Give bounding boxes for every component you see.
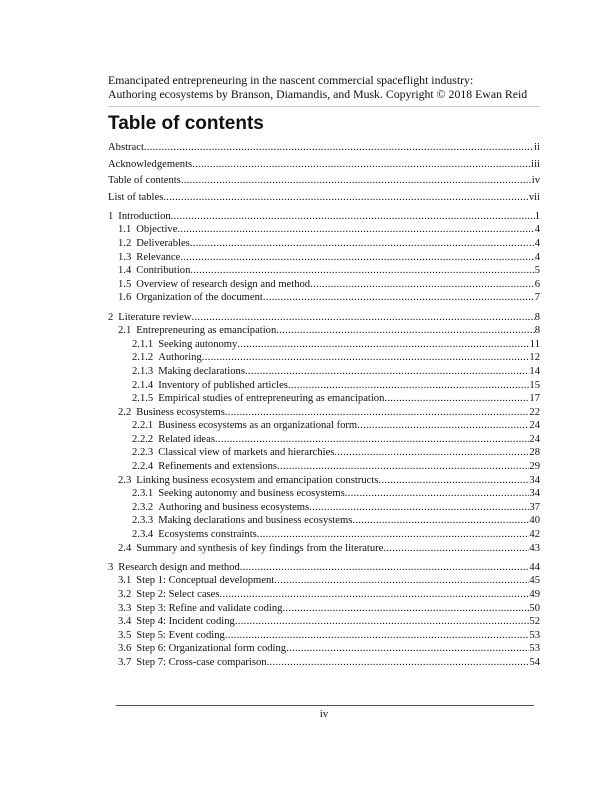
toc-entry-number: 3.1 xyxy=(118,575,132,587)
toc-entry-number: 2.2.2 xyxy=(132,433,154,445)
toc-entry-number: 2.3.4 xyxy=(132,529,154,541)
toc-entry-section[interactable] xyxy=(108,615,540,629)
toc-entry-page: 24 xyxy=(529,420,540,432)
toc-entry-section[interactable] xyxy=(108,602,540,616)
toc-entry-number: 1.5 xyxy=(118,278,132,290)
toc-entry-title: Acknowledgements xyxy=(108,158,193,170)
toc-entry-title: Making declarations and business ecosystems xyxy=(158,515,353,527)
toc-entry-title: Table of contents xyxy=(108,175,181,187)
toc-entry-title: Research design and method xyxy=(118,561,240,573)
toc-entry-page: 34 xyxy=(529,488,540,500)
table-of-contents xyxy=(108,141,540,669)
toc-entry-subsection[interactable] xyxy=(108,433,540,447)
dot-leader xyxy=(237,338,529,352)
toc-entry-chapter[interactable] xyxy=(108,561,540,575)
toc-entry-page: 53 xyxy=(529,643,540,655)
toc-entry-page: 45 xyxy=(529,575,540,587)
toc-entry-page: 28 xyxy=(529,447,540,459)
toc-entry-section[interactable] xyxy=(108,251,540,265)
toc-entry-number: 3.7 xyxy=(118,656,132,668)
toc-entry-section[interactable] xyxy=(108,474,540,488)
toc-entry-page: 11 xyxy=(529,338,540,350)
toc-entry-section[interactable] xyxy=(108,642,540,656)
toc-entry-number: 3.3 xyxy=(118,602,132,614)
toc-entry-title: Authoring xyxy=(158,352,202,364)
toc-entry-number: 2.1.2 xyxy=(132,352,154,364)
toc-entry-subsection[interactable] xyxy=(108,528,540,542)
dot-leader xyxy=(215,433,529,447)
dot-leader xyxy=(263,291,535,305)
toc-entry-title: Relevance xyxy=(136,251,181,263)
toc-entry-title: Step 6: Organizational form coding xyxy=(136,643,287,655)
toc-entry-front-matter[interactable] xyxy=(108,158,540,172)
dot-leader xyxy=(384,392,529,406)
toc-entry-page: 15 xyxy=(529,379,540,391)
dot-leader xyxy=(171,210,535,224)
toc-entry-number: 2.2.1 xyxy=(132,420,154,432)
toc-entry-page: 52 xyxy=(529,616,540,628)
toc-entry-title: Literature review xyxy=(118,311,192,323)
toc-entry-title: Business ecosystems xyxy=(136,406,225,418)
toc-entry-number: 2.1.1 xyxy=(132,338,154,350)
toc-entry-title: Step 7: Cross-case comparison xyxy=(136,656,267,668)
toc-entry-page: 4 xyxy=(534,224,540,236)
toc-entry-section[interactable] xyxy=(108,264,540,278)
dot-leader xyxy=(163,191,529,205)
toc-entry-title: Authoring and business ecosystems xyxy=(158,501,310,513)
toc-entry-title: Linking business ecosystem and emancipation constructs xyxy=(136,474,379,486)
toc-entry-title: Introduction xyxy=(118,210,171,222)
toc-entry-number: 2.3.2 xyxy=(132,501,154,513)
toc-entry-subsection[interactable] xyxy=(108,351,540,365)
toc-entry-page: 17 xyxy=(529,393,540,405)
toc-entry-page: 40 xyxy=(529,515,540,527)
toc-entry-title: Contribution xyxy=(136,265,191,277)
dot-leader xyxy=(192,311,535,325)
toc-entry-number: 2.1.4 xyxy=(132,379,154,391)
dot-leader xyxy=(257,528,530,542)
toc-entry-page: 1 xyxy=(534,210,540,222)
toc-entry-subsection[interactable] xyxy=(108,446,540,460)
toc-entry-number: 1.6 xyxy=(118,292,132,304)
dot-leader xyxy=(225,629,530,643)
dot-leader xyxy=(190,264,534,278)
toc-entry-page: 44 xyxy=(529,561,540,573)
page-number: iv xyxy=(319,708,329,720)
dot-leader xyxy=(383,542,529,556)
toc-entry-section[interactable] xyxy=(108,629,540,643)
toc-entry-page: 24 xyxy=(529,433,540,445)
toc-entry-number: 2.2.4 xyxy=(132,461,154,473)
toc-entry-number: 1.1 xyxy=(118,224,132,236)
toc-entry-front-matter[interactable] xyxy=(108,191,540,205)
toc-entry-title: Deliverables xyxy=(136,238,190,250)
toc-entry-title: Step 3: Refine and validate coding xyxy=(136,602,283,614)
toc-entry-title: Step 4: Incident coding xyxy=(136,616,235,628)
toc-entry-title: Organization of the document xyxy=(136,292,263,304)
toc-entry-title: Overview of research design and method xyxy=(136,278,311,290)
toc-entry-title: Business ecosystems as an organizational form xyxy=(158,420,358,432)
toc-entry-title: Step 2: Select cases xyxy=(136,588,220,600)
toc-entry-number: 2.1 xyxy=(118,325,132,337)
toc-entry-front-matter[interactable] xyxy=(108,141,540,155)
header-rule xyxy=(108,106,540,107)
toc-entry-page: iv xyxy=(531,175,540,187)
toc-entry-title: Entrepreneuring as emancipation xyxy=(136,325,277,337)
dot-leader xyxy=(192,158,531,172)
dot-leader xyxy=(276,324,534,338)
toc-entry-title: Objective xyxy=(136,224,178,236)
toc-entry-chapter[interactable] xyxy=(108,210,540,224)
dot-leader xyxy=(177,223,534,237)
toc-entry-number: 3.4 xyxy=(118,616,132,628)
toc-entry-title: Step 1: Conceptual development xyxy=(136,575,275,587)
toc-entry-section[interactable] xyxy=(108,278,540,292)
toc-entry-number: 3.5 xyxy=(118,629,132,641)
dot-leader xyxy=(267,656,530,670)
footer-rule xyxy=(116,705,534,706)
toc-entry-page: vii xyxy=(528,191,540,203)
toc-entry-section[interactable] xyxy=(108,291,540,305)
dot-leader xyxy=(345,487,530,501)
toc-entry-page: 54 xyxy=(529,656,540,668)
toc-entry-number: 2.2 xyxy=(118,406,132,418)
dot-leader xyxy=(181,174,532,188)
dot-leader xyxy=(274,574,529,588)
dot-leader xyxy=(202,351,530,365)
toc-entry-section[interactable] xyxy=(108,574,540,588)
dot-leader xyxy=(190,237,535,251)
toc-entry-number: 1.2 xyxy=(118,238,132,250)
toc-entry-subsection[interactable] xyxy=(108,487,540,501)
toc-entry-number: 3 xyxy=(108,561,114,573)
toc-entry-section[interactable] xyxy=(108,406,540,420)
toc-entry-page: 49 xyxy=(529,588,540,600)
toc-entry-number: 2.2.3 xyxy=(132,447,154,459)
toc-entry-page: 37 xyxy=(529,501,540,513)
toc-entry-page: 8 xyxy=(534,325,540,337)
toc-entry-page: 43 xyxy=(529,542,540,554)
toc-entry-subsection[interactable] xyxy=(108,460,540,474)
toc-entry-title: Inventory of published articles xyxy=(158,379,288,391)
toc-entry-page: 7 xyxy=(534,292,540,304)
toc-entry-title: Seeking autonomy and business ecosystems xyxy=(158,488,345,500)
toc-entry-page: 34 xyxy=(529,474,540,486)
toc-entry-section[interactable] xyxy=(108,237,540,251)
toc-entry-subsection[interactable] xyxy=(108,365,540,379)
toc-entry-number: 2.3.1 xyxy=(132,488,154,500)
toc-entry-title: Abstract xyxy=(108,142,144,153)
page-title: Table of contents xyxy=(108,113,264,134)
running-header xyxy=(108,73,540,101)
toc-entry-section[interactable] xyxy=(108,656,540,670)
toc-entry-section[interactable] xyxy=(108,324,540,338)
dot-leader xyxy=(245,365,529,379)
toc-entry-number: 2 xyxy=(108,311,114,323)
toc-entry-subsection[interactable] xyxy=(108,392,540,406)
toc-entry-page: iii xyxy=(531,158,540,170)
toc-entry-section[interactable] xyxy=(108,542,540,556)
toc-entry-title: Empirical studies of entrepreneuring as emancipation xyxy=(158,393,385,405)
dot-leader xyxy=(144,141,534,155)
toc-entry-title: Ecosystems constraints xyxy=(158,529,257,541)
toc-entry-number: 2.1.3 xyxy=(132,365,154,377)
toc-entry-page: 8 xyxy=(534,311,540,323)
toc-entry-number: 2.3 xyxy=(118,474,132,486)
toc-entry-page: 53 xyxy=(529,629,540,641)
header-line-1: Emancipated entrepreneuring in the nascent commercial spaceflight industry: xyxy=(108,73,474,87)
dot-leader xyxy=(352,514,529,528)
toc-entry-title: Refinements and extensions xyxy=(158,461,278,473)
dot-leader xyxy=(286,642,529,656)
toc-entry-subsection[interactable] xyxy=(108,338,540,352)
dot-leader xyxy=(282,602,529,616)
toc-entry-section[interactable] xyxy=(108,588,540,602)
toc-entry-page: 12 xyxy=(529,352,540,364)
toc-entry-title: Classical view of markets and hierarchies xyxy=(158,447,335,459)
toc-entry-subsection[interactable] xyxy=(108,379,540,393)
toc-entry-page: 42 xyxy=(529,529,540,541)
toc-entry-section[interactable] xyxy=(108,223,540,237)
toc-entry-number: 1.4 xyxy=(118,265,132,277)
toc-entry-title: Related ideas xyxy=(158,433,215,445)
dot-leader xyxy=(220,588,530,602)
toc-entry-page: ii xyxy=(534,142,540,153)
toc-entry-number: 2.4 xyxy=(118,542,132,554)
toc-entry-page: 4 xyxy=(534,238,540,250)
toc-entry-number: 2.3.3 xyxy=(132,515,154,527)
dot-leader xyxy=(334,446,529,460)
toc-entry-subsection[interactable] xyxy=(108,514,540,528)
dot-leader xyxy=(357,419,529,433)
dot-leader xyxy=(310,278,535,292)
header-line-2: Authoring ecosystems by Branson, Diamandis, and Musk. Copyright © 2018 Ewan Reid xyxy=(108,87,528,101)
toc-entry-front-matter[interactable] xyxy=(108,174,540,188)
toc-entry-number: 3.2 xyxy=(118,588,132,600)
toc-entry-subsection[interactable] xyxy=(108,501,540,515)
toc-entry-page: 4 xyxy=(534,251,540,263)
dot-leader xyxy=(378,474,529,488)
toc-entry-page: 6 xyxy=(534,278,540,290)
toc-entry-title: Making declarations xyxy=(158,365,245,377)
toc-entry-number: 1.3 xyxy=(118,251,132,263)
toc-entry-page: 14 xyxy=(529,365,540,377)
dot-leader xyxy=(309,501,529,515)
dot-leader xyxy=(277,460,529,474)
toc-entry-subsection[interactable] xyxy=(108,419,540,433)
toc-entry-number: 3.6 xyxy=(118,643,132,655)
toc-entry-title: Step 5: Event coding xyxy=(136,629,225,641)
dot-leader xyxy=(180,251,534,265)
toc-entry-chapter[interactable] xyxy=(108,311,540,325)
toc-entry-page: 29 xyxy=(529,461,540,473)
toc-entry-page: 5 xyxy=(534,265,540,277)
toc-entry-title: List of tables xyxy=(108,191,164,203)
dot-leader xyxy=(240,561,530,575)
toc-entry-number: 1 xyxy=(108,210,114,222)
toc-entry-page: 22 xyxy=(529,406,540,418)
toc-entry-number: 2.1.5 xyxy=(132,393,154,405)
toc-entry-title: Summary and synthesis of key findings from the literature xyxy=(136,542,384,554)
dot-leader xyxy=(235,615,530,629)
toc-entry-page: 50 xyxy=(529,602,540,614)
dot-leader xyxy=(225,406,530,420)
toc-entry-title: Seeking autonomy xyxy=(158,338,238,350)
dot-leader xyxy=(288,379,529,393)
